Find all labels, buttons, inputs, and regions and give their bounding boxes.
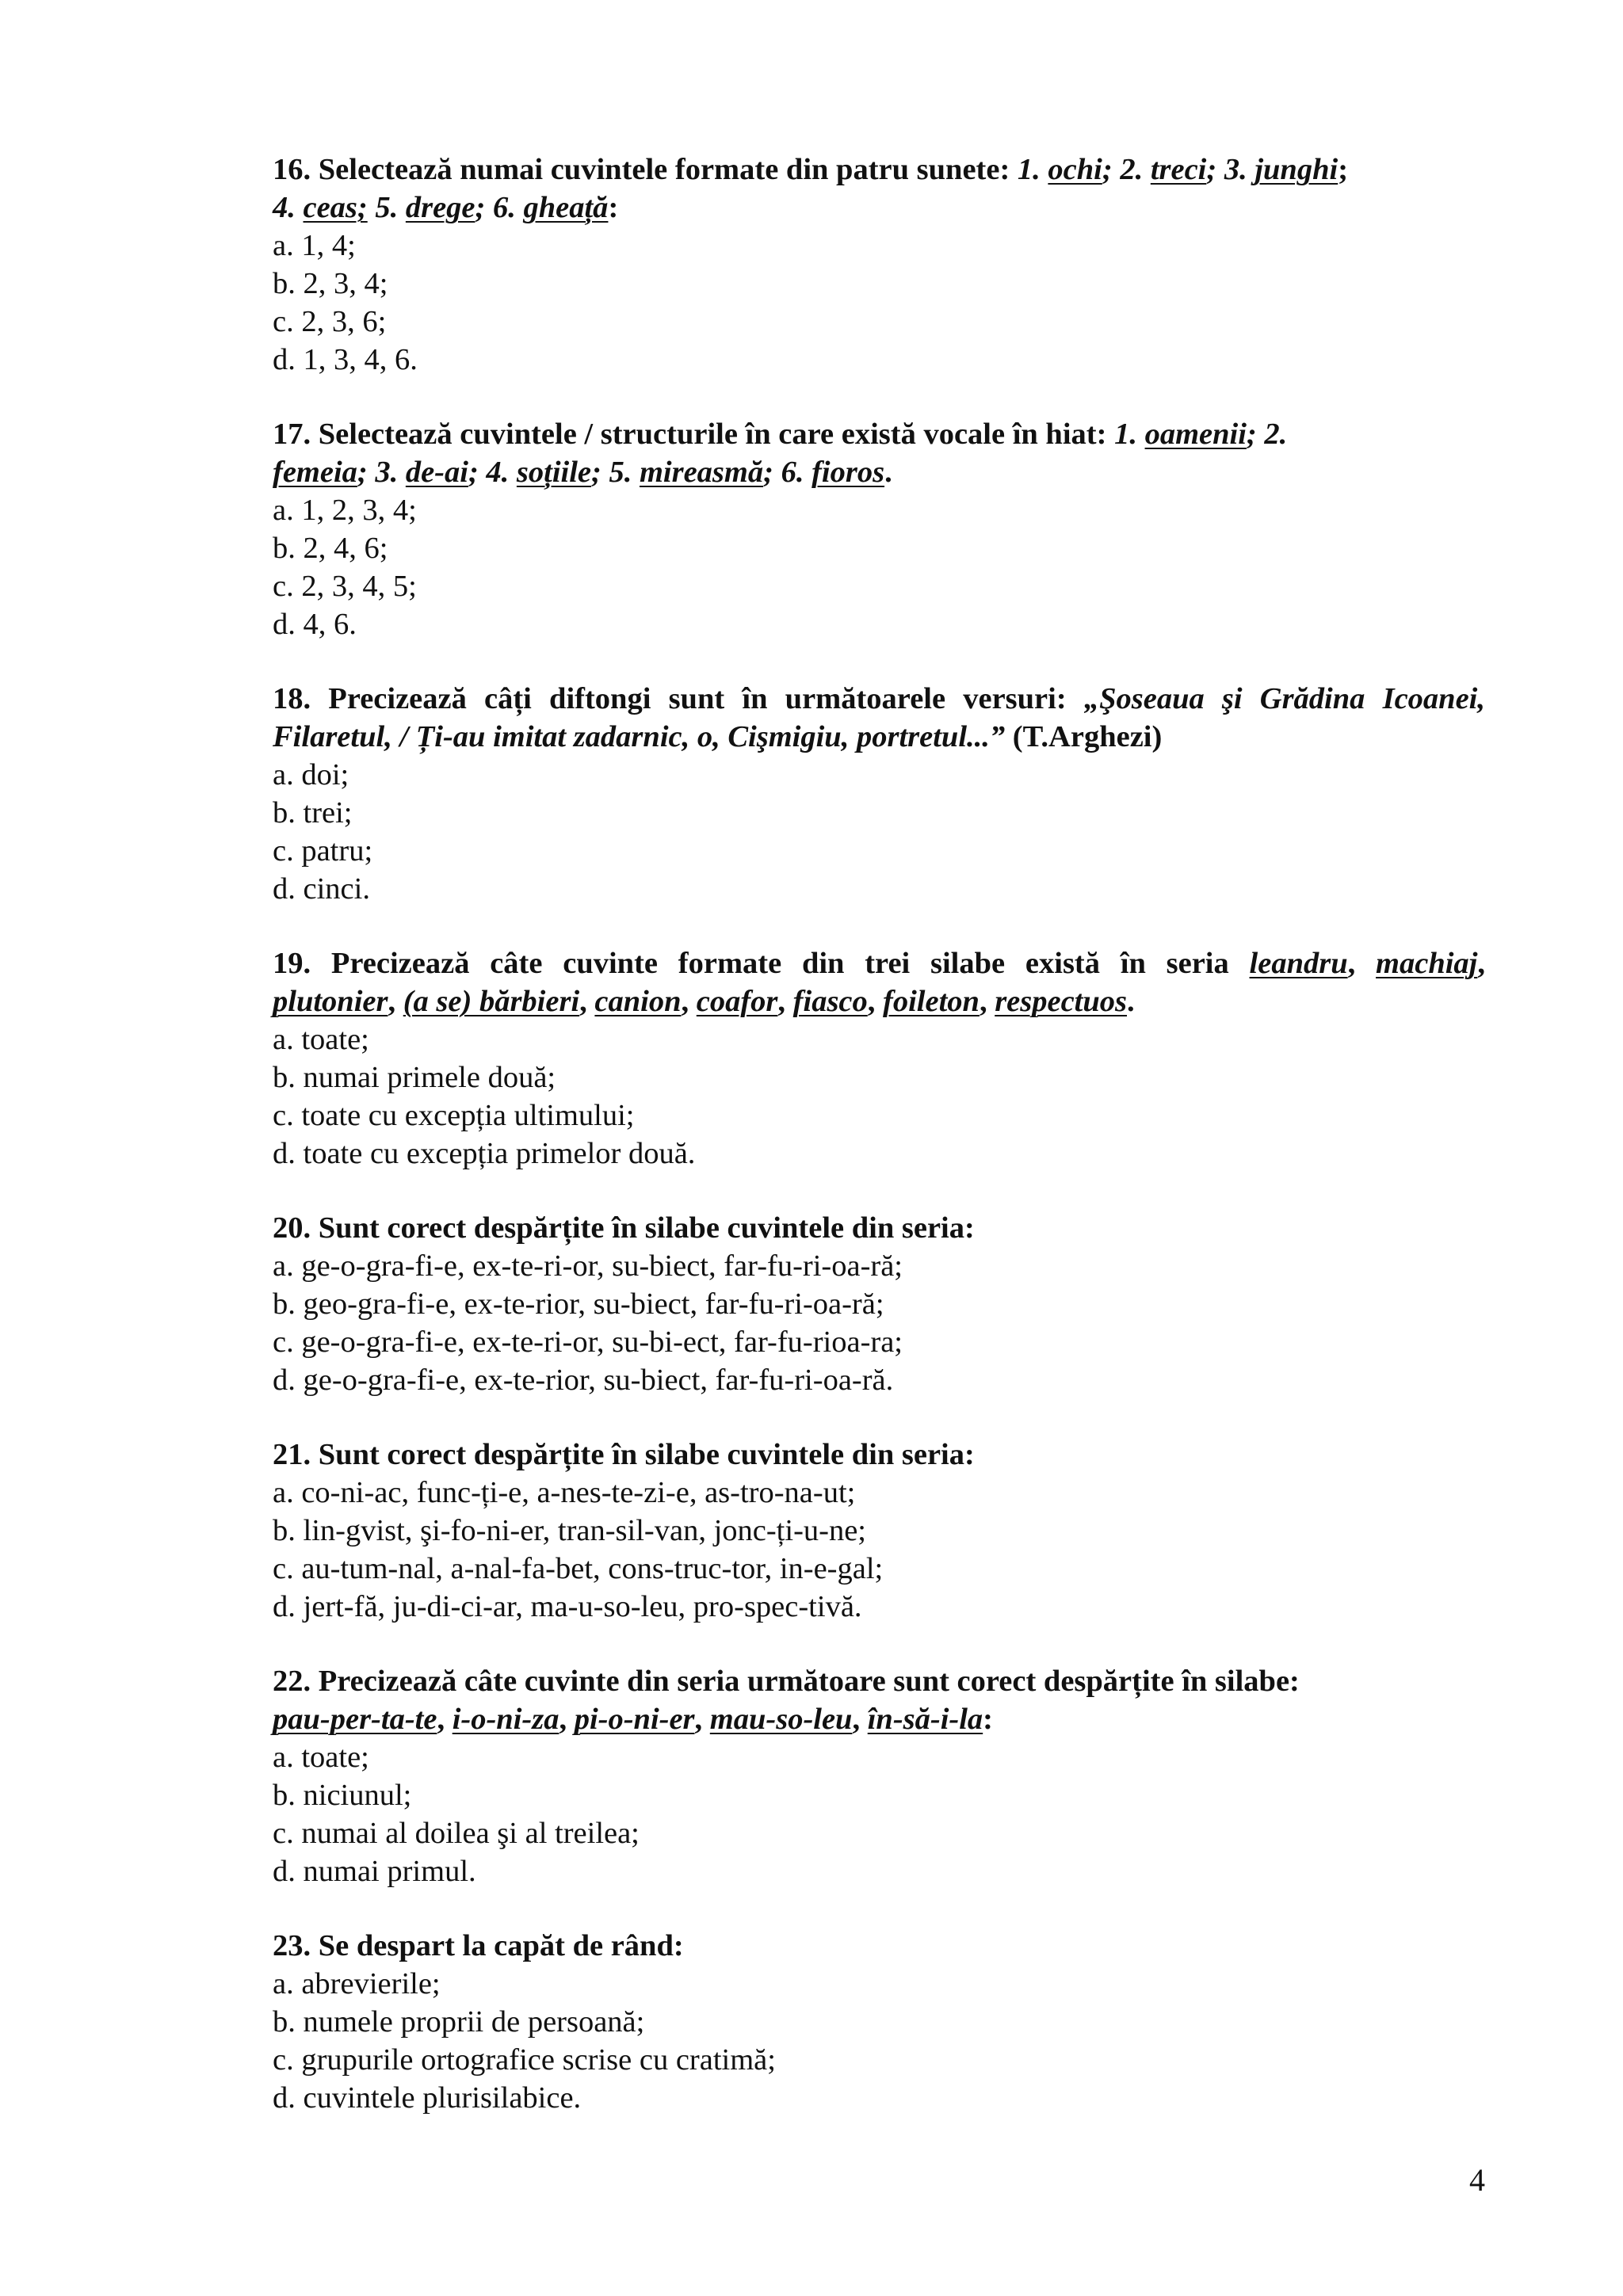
item-number: 6. bbox=[492, 191, 524, 224]
option-d: d. jert-fă, ju-di-ci-ar, ma-u-so-leu, pro-spec-tivă. bbox=[273, 1590, 862, 1623]
separator: ; bbox=[591, 456, 609, 489]
underlined-word: canion bbox=[594, 985, 682, 1018]
option-a: a. 1, 4; bbox=[273, 229, 356, 262]
underlined-word: i-o-ni-za bbox=[452, 1703, 559, 1736]
option-a: a. 1, 2, 3, 4; bbox=[273, 494, 417, 527]
option-b: b. geo-gra-fi-e, ex-te-rior, su-biect, far-fu-ri-oa-ră; bbox=[273, 1287, 884, 1321]
separator: ; bbox=[475, 191, 493, 224]
underlined-word: gheață bbox=[523, 191, 609, 224]
question-23 bbox=[273, 1927, 1485, 2117]
option-d: d. 1, 3, 4, 6. bbox=[273, 343, 418, 376]
underlined-word: junghi bbox=[1254, 153, 1338, 186]
option-d: d. numai primul. bbox=[273, 1855, 476, 1888]
option-c: c. numai al doilea şi al treilea; bbox=[273, 1817, 640, 1850]
question-23-text: 23. Se despart la capăt de rând: bbox=[273, 1929, 684, 1962]
underlined-word: mireasmă bbox=[639, 456, 764, 489]
option-c: c. ge-o-gra-fi-e, ex-te-ri-or, su-bi-ect, far-fu-rioa-ra; bbox=[273, 1325, 903, 1359]
quote-author: (T.Arghezi) bbox=[1005, 720, 1163, 753]
question-18 bbox=[273, 680, 1485, 908]
separator bbox=[368, 191, 376, 224]
separator: ; bbox=[468, 456, 487, 489]
underlined-word: mau-so-leu bbox=[709, 1703, 853, 1736]
underlined-word: coafor bbox=[696, 985, 778, 1018]
question-19 bbox=[273, 944, 1485, 1173]
item-number: 6. bbox=[781, 456, 812, 489]
option-c: c. 2, 3, 4, 5; bbox=[273, 570, 417, 603]
question-22 bbox=[273, 1662, 1485, 1890]
item-number: 1. bbox=[1017, 153, 1048, 186]
option-d: d. toate cu excepția primelor două. bbox=[273, 1137, 696, 1170]
item-number: 2. bbox=[1120, 153, 1151, 186]
item-number: 2. bbox=[1264, 418, 1288, 451]
option-b: b. numele proprii de persoană; bbox=[273, 2005, 645, 2039]
question-17-text bbox=[273, 415, 1485, 491]
underlined-word: în-să-i-la bbox=[867, 1703, 983, 1736]
question-22-text: 22. Precizează câte cuvinte din seria următoare sunt corect despărțite în silabe: bbox=[273, 1665, 1300, 1698]
option-d: d. cuvintele plurisilabice. bbox=[273, 2081, 582, 2115]
underlined-word: de-ai bbox=[405, 456, 468, 489]
option-a: a. doi; bbox=[273, 758, 349, 791]
underlined-word: femeia bbox=[273, 456, 357, 489]
option-b: b. niciunul; bbox=[273, 1779, 412, 1812]
question-18-text-cont bbox=[273, 718, 1485, 756]
option-c: c. toate cu excepția ultimului; bbox=[273, 1099, 635, 1132]
underlined-word: plutonier bbox=[273, 985, 388, 1018]
option-b: b. lin-gvist, şi-fo-ni-er, tran-sil-van, jonc-ți-u-ne; bbox=[273, 1514, 867, 1547]
poem-quote: Filaretul, / Ți-au imitat zadarnic, o, Cişmigiu, portretul...” bbox=[273, 720, 1006, 753]
option-d: d. 4, 6. bbox=[273, 608, 357, 641]
question-19-text-cont: plutonier, (a se) bărbieri, canion, coafor, fiasco, foileton, respectuos. bbox=[273, 985, 1135, 1018]
underlined-word: machiaj bbox=[1376, 947, 1478, 980]
option-a: a. ge-o-gra-fi-e, ex-te-ri-or, su-biect, far-fu-ri-oa-ră; bbox=[273, 1249, 903, 1283]
underlined-word: pau-per-ta-te bbox=[273, 1703, 437, 1736]
underlined-word: fiasco bbox=[792, 985, 868, 1018]
question-19-text: 19. Precizează câte cuvinte formate din trei silabe există în seria leandru, machiaj, bbox=[273, 947, 1485, 980]
question-16-lead: 16. Selectează numai cuvintele formate din patru sunete: bbox=[273, 153, 1018, 186]
option-c: c. 2, 3, 6; bbox=[273, 305, 387, 338]
underlined-word: leandru bbox=[1249, 947, 1348, 980]
question-18-text bbox=[273, 680, 1485, 718]
question-20-text: 20. Sunt corect despărțite în silabe cuvintele din seria: bbox=[273, 1211, 975, 1245]
separator: ; bbox=[357, 456, 376, 489]
underlined-word: pi-o-ni-er bbox=[574, 1703, 695, 1736]
question-20 bbox=[273, 1209, 1485, 1399]
separator: . bbox=[884, 456, 892, 489]
underlined-word: respectuos bbox=[995, 985, 1128, 1018]
option-b: b. numai primele două; bbox=[273, 1061, 556, 1094]
option-c: c. patru; bbox=[273, 834, 373, 868]
option-d: d. cinci. bbox=[273, 872, 370, 906]
separator: ; bbox=[1338, 153, 1349, 186]
underlined-word: ochi bbox=[1048, 153, 1102, 186]
option-d: d. ge-o-gra-fi-e, ex-te-rior, su-biect, far-fu-ri-oa-ră. bbox=[273, 1363, 894, 1397]
question-21-text: 21. Sunt corect despărțite în silabe cuvintele din seria: bbox=[273, 1438, 975, 1471]
underlined-word: drege bbox=[405, 191, 475, 224]
page-number: 4 bbox=[1469, 2162, 1485, 2198]
option-a: a. toate; bbox=[273, 1023, 369, 1056]
underlined-word: (a se) bărbieri bbox=[403, 985, 580, 1018]
underlined-word: ceas; bbox=[303, 191, 368, 224]
item-number: 4. bbox=[273, 191, 304, 224]
item-number: 3. bbox=[1224, 153, 1255, 186]
question-21 bbox=[273, 1436, 1485, 1626]
question-17-lead: 17. Selectează cuvintele / structurile în care există vocale în hiat: bbox=[273, 418, 1115, 451]
item-number: 4. bbox=[486, 456, 517, 489]
question-16 bbox=[273, 151, 1485, 379]
question-17 bbox=[273, 415, 1485, 643]
separator: ; bbox=[763, 456, 781, 489]
question-16-text bbox=[273, 151, 1485, 227]
underlined-word: treci bbox=[1150, 153, 1207, 186]
item-number: 1. bbox=[1114, 418, 1145, 451]
option-a: a. co-ni-ac, func-ți-e, a-nes-te-zi-e, as-tro-na-ut; bbox=[273, 1476, 856, 1509]
question-19-lead: 19. Precizează câte cuvinte formate din trei silabe există în seria bbox=[273, 947, 1250, 980]
option-c: c. au-tum-nal, a-nal-fa-bet, cons-truc-tor, in-e-gal; bbox=[273, 1552, 884, 1585]
underlined-word: fioros bbox=[812, 456, 885, 489]
separator: : bbox=[608, 191, 619, 224]
item-number: 5. bbox=[375, 191, 406, 224]
underlined-word: soțiile bbox=[516, 456, 592, 489]
separator: ; bbox=[1102, 153, 1121, 186]
separator: ; bbox=[1206, 153, 1224, 186]
option-b: b. trei; bbox=[273, 796, 353, 830]
separator: ; bbox=[1246, 418, 1265, 451]
question-18-lead: 18. Precizează câți diftongi sunt în următoarele versuri: bbox=[273, 682, 1084, 715]
option-a: a. toate; bbox=[273, 1741, 369, 1774]
option-b: b. 2, 4, 6; bbox=[273, 532, 388, 565]
option-b: b. 2, 3, 4; bbox=[273, 267, 388, 300]
question-22-words: pau-per-ta-te, i-o-ni-za, pi-o-ni-er, mau-so-leu, în-să-i-la: bbox=[273, 1703, 993, 1736]
page-content bbox=[273, 151, 1485, 2153]
item-number: 5. bbox=[609, 456, 640, 489]
option-c: c. grupurile ortografice scrise cu cratimă; bbox=[273, 2043, 776, 2077]
underlined-word: oamenii bbox=[1144, 418, 1247, 451]
item-number: 3. bbox=[375, 456, 406, 489]
underlined-word: foileton bbox=[883, 985, 980, 1018]
poem-quote: „Şoseaua şi Grădina Icoanei, bbox=[1083, 682, 1485, 715]
option-a: a. abrevierile; bbox=[273, 1967, 441, 2000]
